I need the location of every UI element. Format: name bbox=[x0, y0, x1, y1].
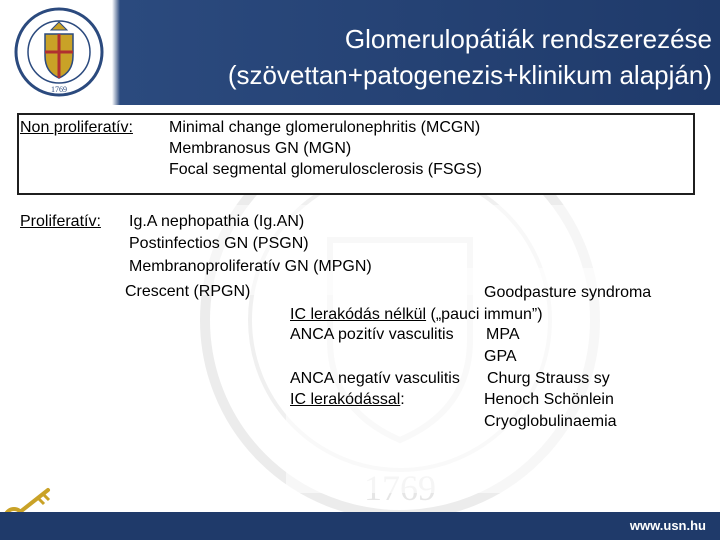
cryoglobulinaemia-label: Cryoglobulinaemia bbox=[484, 413, 617, 430]
footer-url-link[interactable]: www.usn.hu bbox=[629, 518, 706, 533]
non-proliferative-label: Non proliferatív: bbox=[20, 119, 133, 136]
anca-positive-label: ANCA pozitív vasculitis bbox=[290, 326, 454, 343]
ic-without-deposit-line bbox=[290, 306, 543, 324]
ic-with-deposit-label: IC lerakódással bbox=[290, 391, 401, 408]
crescent-label: Crescent (RPGN) bbox=[125, 283, 251, 300]
slide-footer bbox=[0, 512, 720, 540]
ic-with-deposit-line bbox=[290, 391, 405, 409]
non-proliferative-item: Minimal change glomerulonephritis (MCGN) bbox=[169, 119, 481, 136]
ic-with-deposit-colon: : bbox=[400, 391, 405, 408]
proliferative-item: Postinfectios GN (PSGN) bbox=[129, 235, 309, 252]
proliferative-item: Membranoproliferatív GN (MPGN) bbox=[129, 258, 372, 275]
churg-strauss-label: Churg Strauss sy bbox=[487, 370, 610, 387]
non-proliferative-item: Membranosus GN (MGN) bbox=[169, 140, 352, 157]
slide-header bbox=[0, 0, 720, 105]
anca-negative-label: ANCA negatív vasculitis bbox=[290, 370, 460, 387]
university-seal-icon bbox=[14, 4, 104, 100]
mpa-label: MPA bbox=[486, 326, 520, 343]
non-proliferative-item: Focal segmental glomerulosclerosis (FSGS) bbox=[169, 161, 482, 178]
slide-title-line2: (szövettan+patogenezis+klinikum alapján) bbox=[227, 60, 712, 90]
ic-without-deposit-label: IC lerakódás nélkül bbox=[290, 306, 427, 323]
slide-title-line1: Glomerulopátiák rendszerezése bbox=[344, 24, 712, 54]
seal-year: 1769 bbox=[51, 85, 67, 94]
goodpasture-label: Goodpasture syndroma bbox=[484, 284, 652, 301]
henoch-schonlein-label: Henoch Schönlein bbox=[484, 391, 614, 408]
proliferative-item: Ig.A nephopathia (Ig.AN) bbox=[129, 213, 305, 230]
gpa-label: GPA bbox=[484, 348, 517, 365]
pauci-immune-label: („pauci immun”) bbox=[426, 306, 543, 323]
proliferative-label: Proliferatív: bbox=[20, 213, 101, 230]
